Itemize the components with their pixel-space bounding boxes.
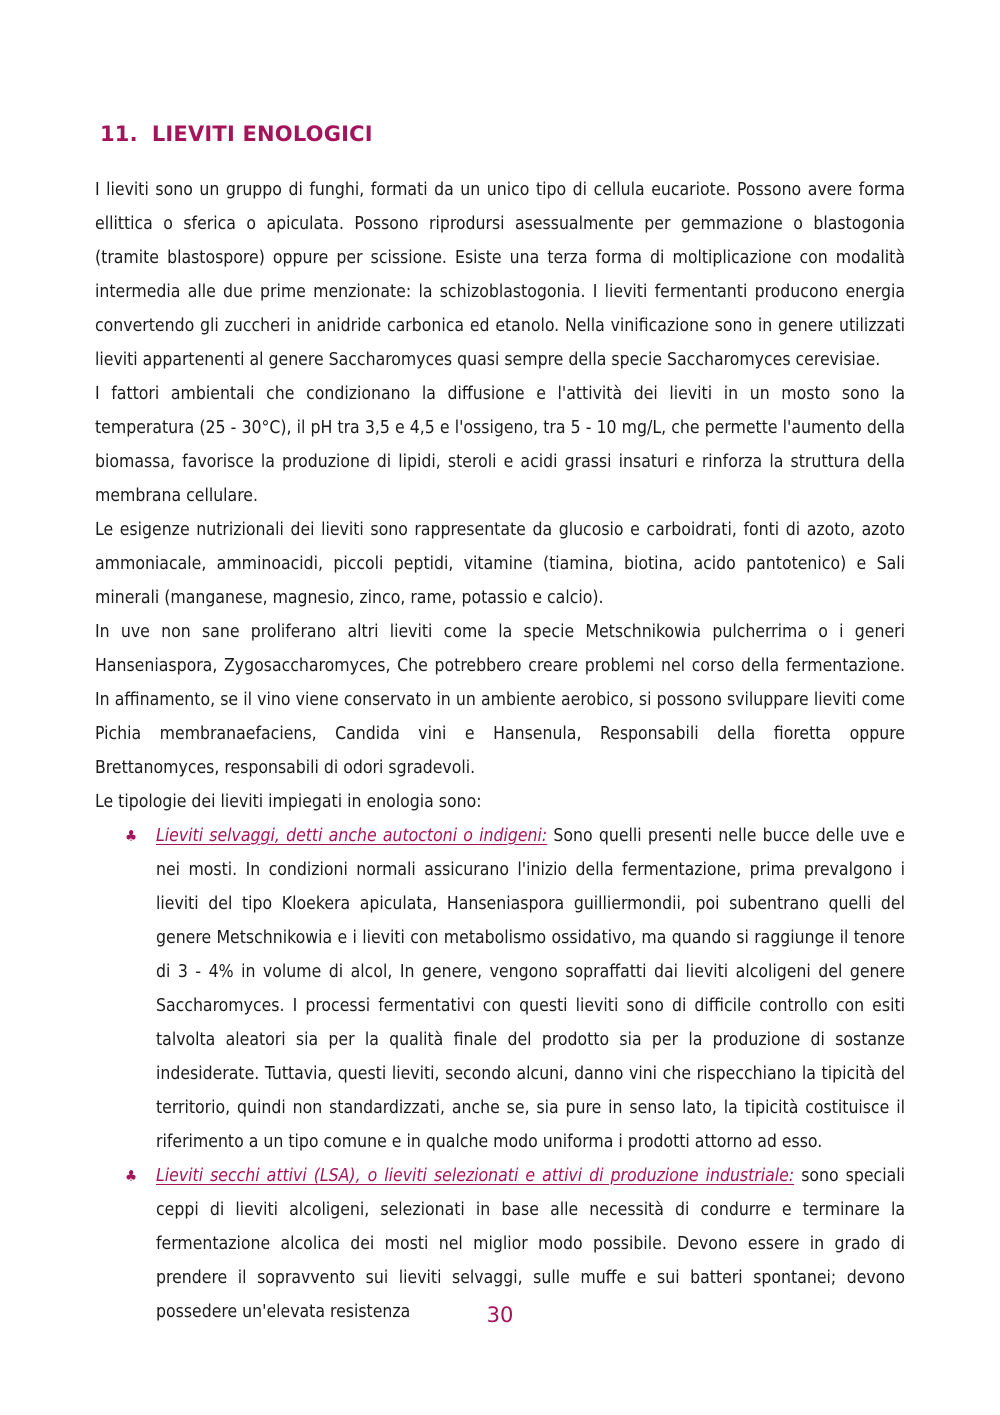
club-icon: ♣: [125, 1167, 138, 1185]
yeast-types-list: [95, 819, 905, 1329]
paragraph-types-intro: Le tipologie dei lieviti impiegati in enologia sono:: [95, 792, 482, 812]
paragraph-environment: I fattori ambientali che condizionano la diffusione e l'attività dei lieviti in un mosto sono la temperatura (25 - 30°C), il pH tra 3,5 e 4,5 e l'ossigeno, tra 5 - 10 mg/L, che permette l'aumento della biomassa, favorisce la produzione di lipidi, steroli e acidi grassi insaturi e rinforza la struttura della membrana cellulare.: [95, 384, 905, 506]
bullet-text-wild-yeasts: Sono quelli presenti nelle bucce delle uve e nei mosti. In condizioni normali assicurano l'inizio della fermentazione, prima prevalgono i lieviti del tipo Kloekera apiculata, Hanseniaspora guilliermondii, poi subentrano quelli del genere Metschnikowia e i lieviti con metabolismo ossidativo, ma quando si raggiunge il tenore di 3 - 4% in volume di alcol, In genere, vengono sopraffatti dai lieviti alcoligeni del genere Saccharomyces. I processi fermentativi con questi lieviti sono di difficile controllo con esiti talvolta aleatori sia per la qualità finale del prodotto sia per la produzione di sostanze indesiderate. Tuttavia, questi lieviti, secondo alcuni, danno vini che rispecchiano la tipicità del territorio, quindi non standardizzati, anche se, sia pure in senso lato, la tipicità costituisce il riferimento a un tipo comune e in qualche modo uniforma i prodotti attorno ad esso.: [156, 826, 905, 1152]
section-title: LIEVITI ENOLOGICI: [151, 122, 373, 146]
page-number: 30: [486, 1303, 514, 1327]
paragraph-intro: I lieviti sono un gruppo di funghi, formati da un unico tipo di cellula eucariote. Possono avere forma ellittica o sferica o apiculata. Possono riprodursi asessualmente per gemmazione o blastogonia (tramite blastospore) oppure per scissione. Esiste una terza forma di moltiplicazione con modalità intermedia alle due prime menzionate: la schizoblastogonia. I lieviti fermentanti producono energia convertendo gli zuccheri in anidride carbonica ed etanolo. Nella vinificazione sono in genere utilizzati lieviti appartenenti al genere Saccharomyces quasi sempre della specie Saccharomyces cerevisiae.: [95, 180, 905, 370]
section-number: 11.: [100, 122, 138, 146]
body-text: [95, 173, 905, 1329]
list-item-wild-yeasts: [95, 819, 905, 1159]
paragraph-nutrition: Le esigenze nutrizionali dei lieviti sono rappresentate da glucosio e carboidrati, fonti di azoto, azoto ammoniacale, amminoacidi, piccoli peptidi, vitamine (tiamina, biotina, acido pantotenico) e Sali minerali (manganese, magnesio, zinco, rame, potassio e calcio).: [95, 520, 905, 608]
section-heading: [100, 122, 373, 146]
bullet-text-active-dry-yeasts: sono speciali ceppi di lieviti alcoligeni, selezionati in base alle necessità di condurre e terminare la fermentazione alcolica dei mosti nel miglior modo possibile. Devono essere in grado di prendere il sopravvento sui lieviti selvaggi, sulle muffe e sui batteri spontanei; devono possedere un'elevata resistenza: [156, 1166, 905, 1322]
bullet-title-wild-yeasts: Lieviti selvaggi, detti anche autoctoni o indigeni:: [156, 826, 548, 846]
bullet-title-active-dry-yeasts: Lieviti secchi attivi (LSA), o lieviti selezionati e attivi di produzione industriale:: [156, 1166, 795, 1186]
paragraph-unhealthy-grapes: In uve non sane proliferano altri lieviti come la specie Metschnikowia pulcherrima o i generi Hanseniaspora, Zygosaccharomyces, Che potrebbero creare problemi nel corso della fermentazione. In affinamento, se il vino viene conservato in un ambiente aerobico, si possono sviluppare lieviti come Pichia membranaefaciens, Candida vini e Hansenula, Responsabili della fioretta oppure Brettanomyces, responsabili di odori sgradevoli.: [95, 622, 905, 778]
club-icon: ♣: [125, 827, 138, 845]
